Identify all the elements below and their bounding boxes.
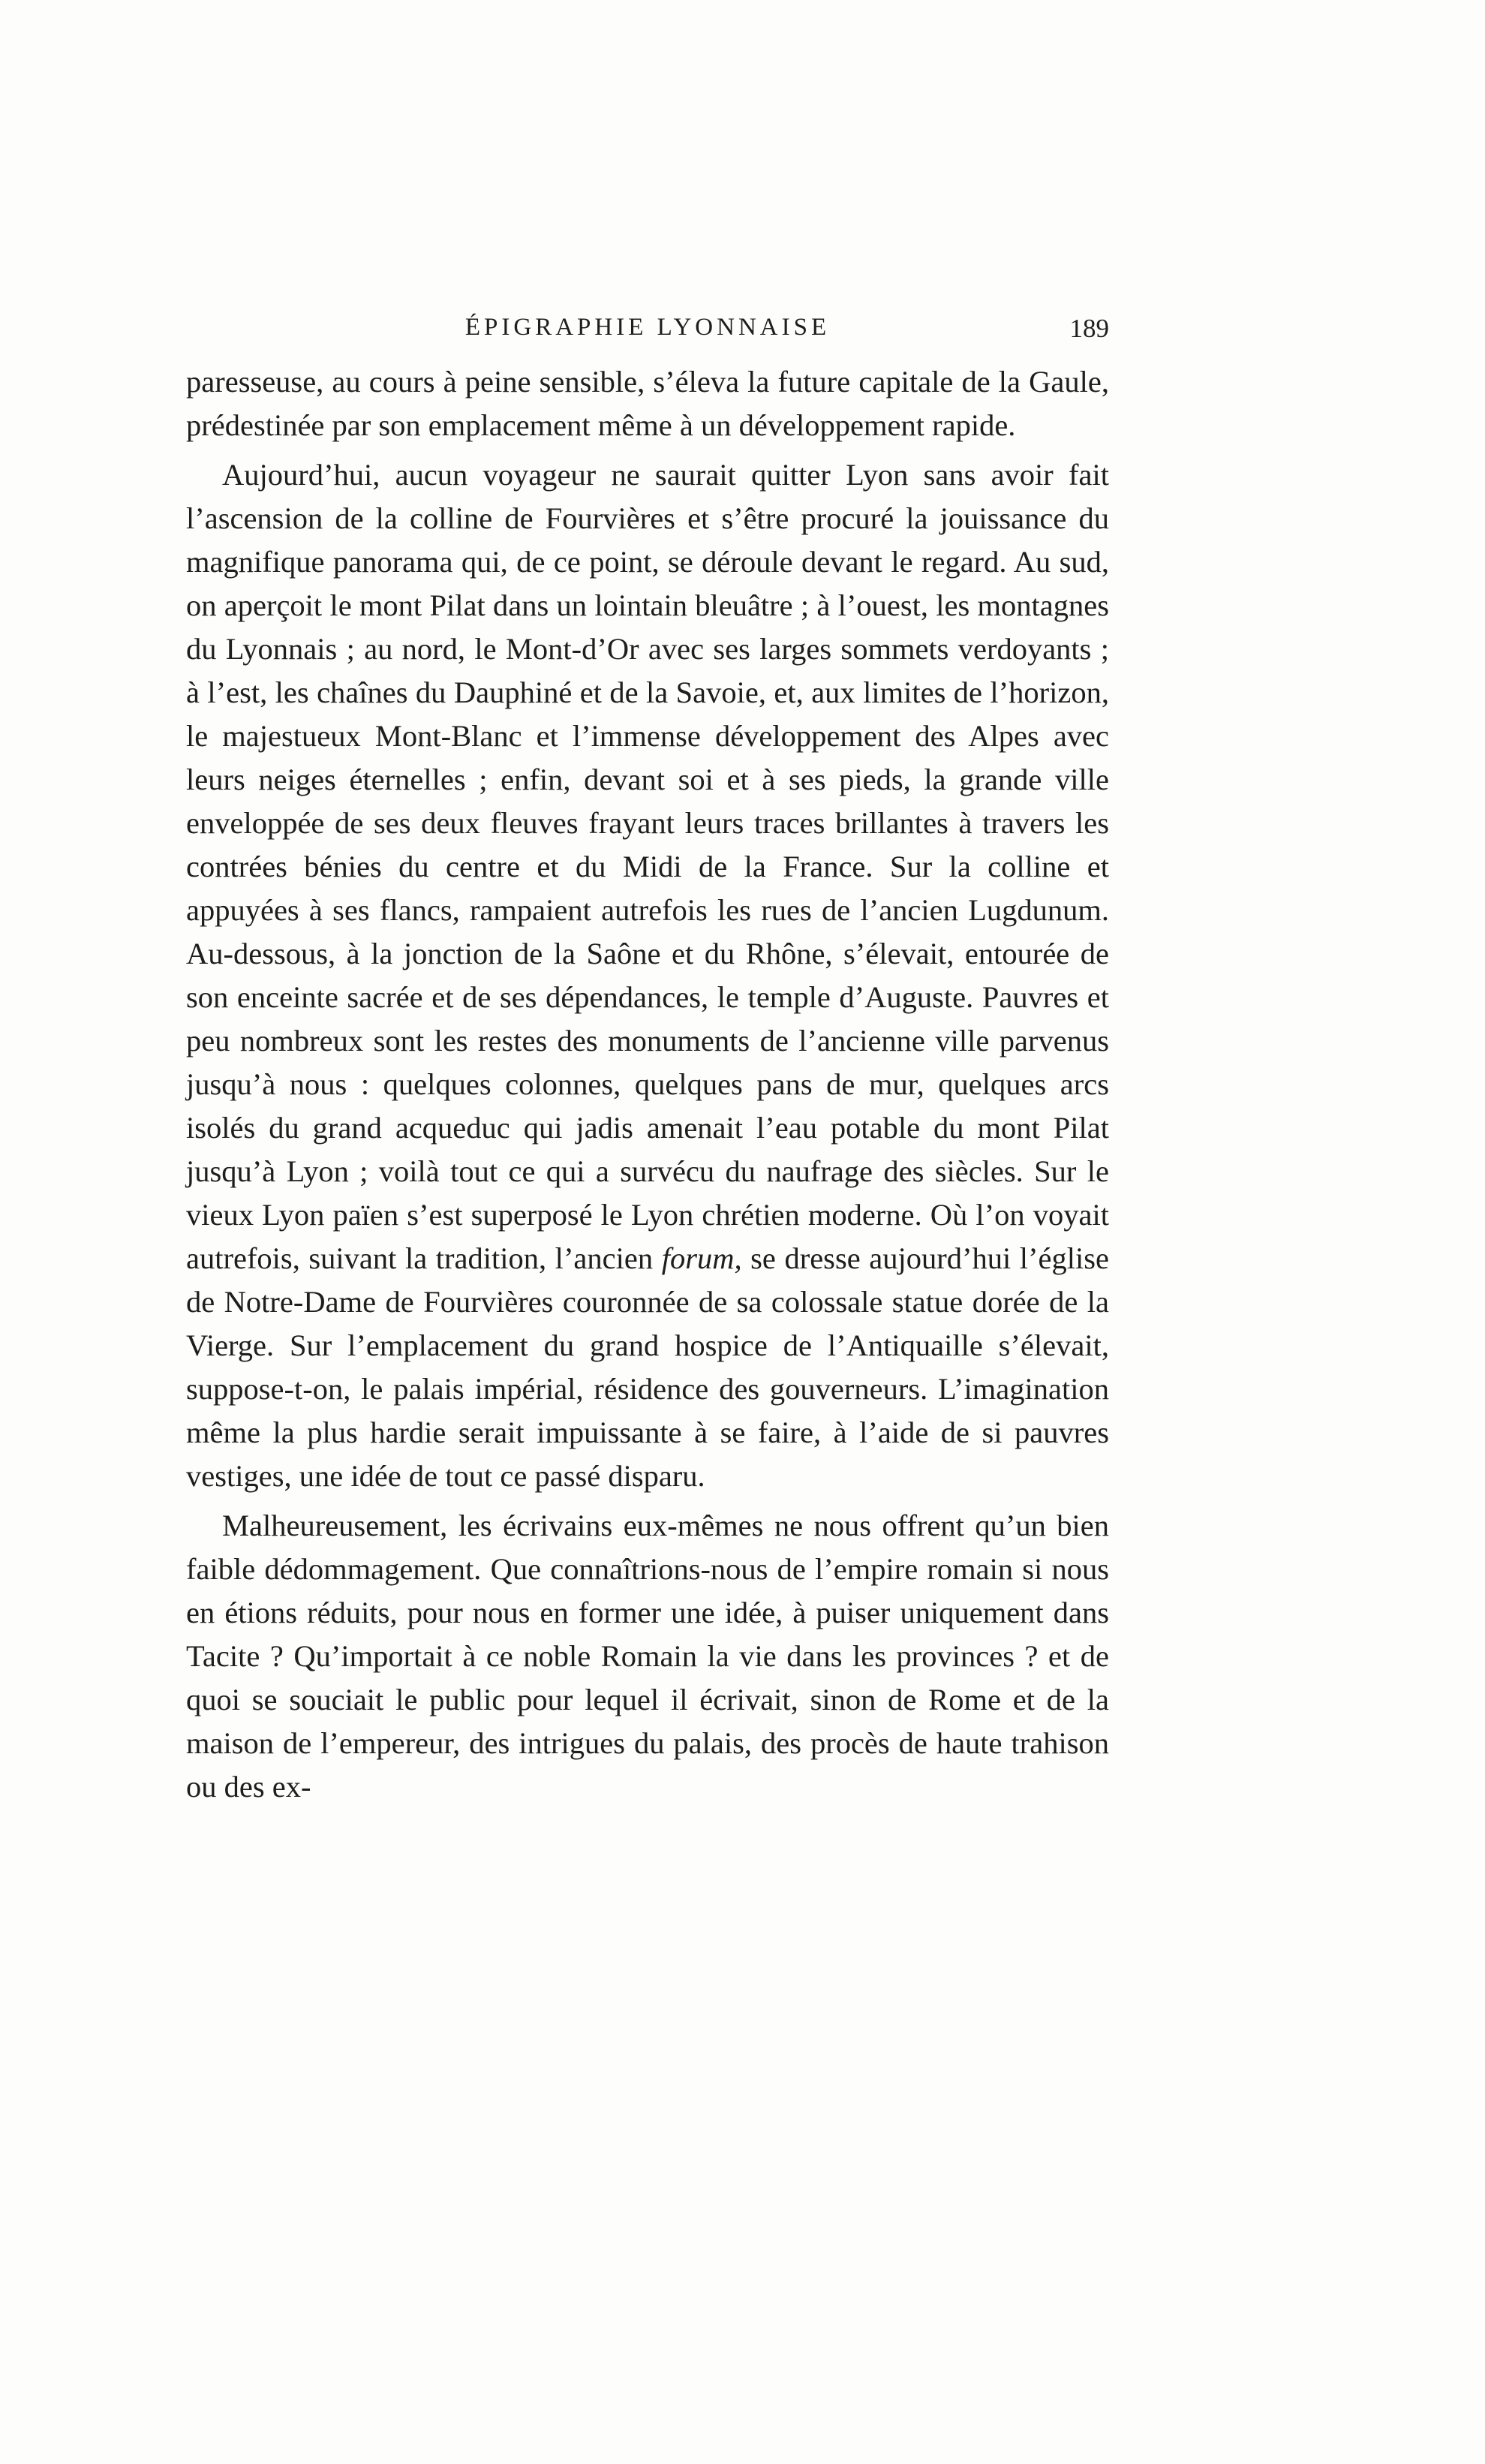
running-head (186, 314, 1109, 351)
body-text (186, 360, 1109, 1809)
paragraph-1: paresseuse, au cours à peine sensible, s’éleva la future capitale de la Gaule, prédestinée par son emplacement même à un développement rapide. (186, 365, 1109, 442)
paragraph-2-text-before: Aujourd’hui, aucun voyageur ne saurait quitter Lyon sans avoir fait l’ascension de la colline de Fourvières et s’être procuré la jouissance du magnifique panorama qui, de ce point, se déroule devant le regard. Au sud, on aperçoit le mont Pilat dans un lointain bleuâtre ; à l’ouest, les montagnes du Lyonnais ; au nord, le Mont-d’Or avec ses larges sommets verdoyants ; à l’est, les chaînes du Dauphiné et de la Savoie, et, aux limites de l’horizon, le majestueux Mont-Blanc et l’immense développement des Alpes avec leurs neiges éternelles ; enfin, devant soi et à ses pieds, la grande ville enveloppée de ses deux fleuves frayant leurs traces brillantes à travers les contrées bénies du centre et du Midi de la France. Sur la colline et appuyées à ses flancs, rampaient autrefois les rues de l’ancien Lugdunum. Au-dessous, à la jonction de la Saône et du Rhône, s’élevait, entourée de son enceinte sacrée et de ses dépendances, le temple d’Auguste. Pauvres et peu nombreux sont les restes des monuments de l’ancienne ville parvenus jusqu’à nous : quelques colonnes, quelques pans de mur, quelques arcs isolés du grand acqueduc qui jadis amenait l’eau potable du mont Pilat jusqu’à Lyon ; voilà tout ce qui a survécu du naufrage des siècles. Sur le vieux Lyon païen s’est superposé le Lyon chrétien moderne. Où l’on voyait autrefois, suivant la tradition, l’ancien (186, 458, 1109, 1275)
paragraph-2-italic-term: forum, (661, 1241, 742, 1275)
page-number: 189 (1069, 314, 1109, 343)
paragraph-3: Malheureusement, les écrivains eux-mêmes ne nous offrent qu’un bien faible dédommagement. Que connaîtrions-nous de l’empire romain si nous en étions réduits, pour nous en former une idée, à puiser uniquement dans Tacite ? Qu’importait à ce noble Romain la vie dans les provinces ? et de quoi se souciait le public pour lequel il écrivait, sinon de Rome et de la maison de l’empereur, des intrigues du palais, des procès de haute trahison ou des ex- (186, 1509, 1109, 1804)
paragraph-2 (186, 453, 1109, 1498)
paragraph-2-text-after: se dresse aujourd’hui l’église de Notre-Dame de Fourvières couronnée de sa colossale statue dorée de la Vierge. Sur l’emplacement du grand hospice de l’Antiquaille s’élevait, suppose-t-on, le palais impérial, résidence des gouverneurs. L’imagination même la plus hardie serait impuissante à se faire, à l’aide de si pauvres vestiges, une idée de tout ce passé disparu. (186, 1241, 1109, 1493)
running-title: ÉPIGRAPHIE LYONNAISE (464, 314, 831, 341)
